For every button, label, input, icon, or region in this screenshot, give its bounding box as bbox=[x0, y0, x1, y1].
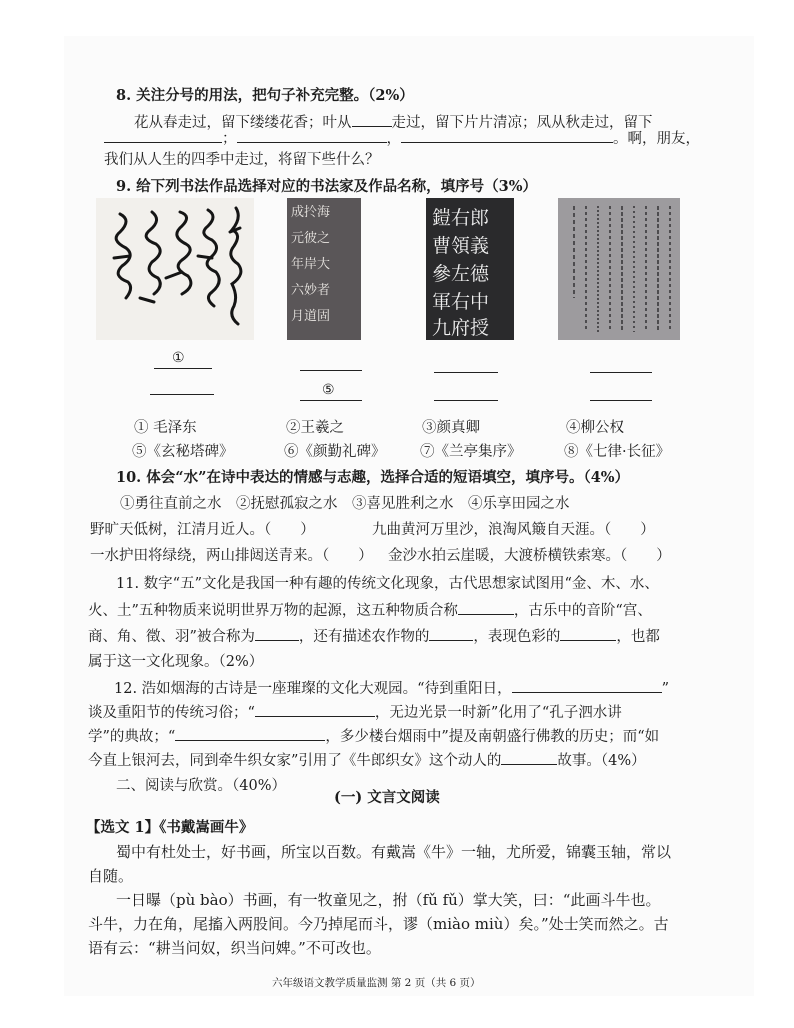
q8-blank-3[interactable] bbox=[237, 128, 387, 143]
passage-heading: 【选文 1】《书戴嵩画牛》 bbox=[86, 819, 254, 836]
q12-line4-b: 故事。（4%） bbox=[557, 753, 646, 769]
passage-p1-b: 自随。 bbox=[88, 867, 134, 885]
q11-line-4: 属于这一文化现象。（2%） bbox=[88, 654, 264, 670]
q9-answer-line-1b[interactable] bbox=[150, 394, 214, 395]
q12-line4-a: 今直上银河去，同到牵牛织女家”引用了《牛郎织女》这个动人的 bbox=[88, 753, 502, 769]
passage-p2-b: 斗牛，力在角，尾搐入两股间。今乃掉尾而斗，谬（miào miù）矣。”处士笑而然之。古 bbox=[88, 915, 669, 933]
svg-text:六妙者: 六妙者 bbox=[291, 283, 331, 298]
q11-line-2 bbox=[88, 600, 652, 621]
passage-p2-c: 语有云：“耕当问奴，织当问婢。”不可改也。 bbox=[88, 939, 381, 957]
q12-line2-a: 谈及重阳节的传统习俗；“ bbox=[88, 705, 255, 721]
q9-opt-5: ⑤《玄秘塔碑》 bbox=[132, 444, 234, 460]
q10-choices: ①勇往直前之水 ②抚慰孤寂之水 ③喜见胜利之水 ④乐享田园之水 bbox=[120, 496, 570, 512]
q12-blank-2[interactable] bbox=[255, 702, 375, 717]
q9-answer-line-2a[interactable] bbox=[300, 370, 362, 371]
q8-comma: ， bbox=[386, 131, 401, 147]
q8-line1-b: 走过，留下片片清凉；凤从秋走过，留下 bbox=[391, 115, 653, 131]
q12-line-2 bbox=[88, 702, 622, 723]
q10-title: 10. 体会“水”在诗中表达的情感与志趣，选择合适的短语填空，填序号。（4%） bbox=[116, 469, 630, 486]
calligraphy-image-3 bbox=[426, 198, 514, 340]
q11-blank-1[interactable] bbox=[458, 600, 514, 615]
q12-line1-a: 12. 浩如烟海的古诗是一座璀璨的文化大观园。“待到重阳日， bbox=[114, 681, 512, 697]
calligraphy-image-2 bbox=[287, 198, 361, 340]
q11-blank-3[interactable] bbox=[429, 626, 473, 641]
q8-line3: 我们从人生的四季中走过，将留下些什么？ bbox=[104, 152, 380, 168]
q11-line3-c: ，表现色彩的 bbox=[473, 629, 561, 645]
small-script-icon bbox=[558, 198, 680, 340]
q9-opt-1: ① 毛泽东 bbox=[134, 420, 197, 436]
q10-sentence-2: 九曲黄河万里沙，浪淘风簸自天涯。（ ） bbox=[372, 522, 655, 538]
svg-text:成扵海: 成扵海 bbox=[291, 205, 331, 220]
q11-line2-b: ，古乐中的音阶“宫、 bbox=[513, 603, 652, 619]
q10-sentence-1: 野旷天低树，江清月近人。（ ） bbox=[90, 522, 315, 538]
q8-title: 8. 关注分号的用法，把句子补充完整。（2%） bbox=[116, 87, 414, 104]
section-2-title: 二、阅读与欣赏。（40%） bbox=[116, 778, 286, 794]
q12-line2-b: ，无边光景一时新”化用了“孔子泗水讲 bbox=[374, 705, 622, 721]
q9-opt-4: ④柳公权 bbox=[566, 420, 624, 436]
q11-line-3 bbox=[88, 626, 660, 647]
q8-blank-1[interactable] bbox=[352, 112, 392, 127]
q8-blank-4[interactable] bbox=[401, 128, 613, 143]
q12-blank-3[interactable] bbox=[175, 726, 325, 741]
calligraphy-image-4 bbox=[558, 198, 680, 340]
q9-answer-line-4b[interactable] bbox=[590, 400, 652, 401]
q12-line-4 bbox=[88, 750, 646, 771]
stele-rubbing-icon-2 bbox=[426, 198, 514, 340]
q9-answer-line-3a[interactable] bbox=[434, 372, 498, 373]
q12-line-1 bbox=[114, 678, 669, 699]
svg-text:月道固: 月道固 bbox=[291, 309, 331, 324]
q11-line3-d: ，也都 bbox=[616, 629, 660, 645]
q11-line3-a: 商、角、徵、羽”被合称为 bbox=[88, 629, 255, 645]
q11-line-1: 11. 数字“五”文化是我国一种有趣的传统文化现象，古代思想家试图用“金、木、水、 bbox=[116, 576, 659, 592]
q9-answer-line-2b[interactable] bbox=[300, 400, 362, 401]
section-2-subtitle: (一) 文言文阅读 bbox=[334, 789, 440, 806]
svg-text:年岸大: 年岸大 bbox=[291, 257, 331, 272]
q10-sentence-3: 一水护田将绿绕，两山排闼送青来。（ ） bbox=[90, 548, 373, 564]
q8-semicolon: ； bbox=[222, 131, 237, 147]
q9-opt-8: ⑧《七律·长征》 bbox=[564, 444, 671, 460]
q9-opt-2: ②王羲之 bbox=[286, 420, 344, 436]
q11-blank-2[interactable] bbox=[255, 626, 299, 641]
q11-line2-a: 火、土”五种物质来说明世界万物的起源，这五种物质合称 bbox=[88, 603, 458, 619]
q11-line3-b: ，还有描述农作物的 bbox=[298, 629, 430, 645]
calligraphy-image-1 bbox=[96, 198, 254, 340]
q9-answer-line-1a[interactable] bbox=[154, 368, 212, 369]
q8-line1-a: 花从春走过，留下缕缕花香；叶从 bbox=[134, 115, 352, 131]
q11-blank-4[interactable] bbox=[560, 626, 616, 641]
svg-text:九府授: 九府授 bbox=[432, 317, 490, 339]
q9-fill-1: ① bbox=[172, 350, 185, 366]
passage-p2-a: 一日曝（pù bào）书画，有一牧童见之，拊（fǔ fǔ）掌大笑，曰：“此画斗牛也。 bbox=[116, 891, 661, 909]
q12-line-3 bbox=[88, 726, 659, 747]
q12-line3-b: ，多少楼台烟雨中”提及南朝盛行佛教的历史；而“如 bbox=[325, 729, 660, 745]
q12-blank-1[interactable] bbox=[512, 678, 662, 693]
q9-opt-3: ③颜真卿 bbox=[422, 420, 480, 436]
q12-blank-4[interactable] bbox=[501, 750, 557, 765]
q9-answer-line-3b[interactable] bbox=[434, 400, 498, 401]
q9-fill-5: ⑤ bbox=[322, 382, 335, 398]
cursive-calligraphy-icon bbox=[96, 198, 254, 340]
stele-rubbing-icon bbox=[287, 198, 361, 340]
svg-text:參左德: 參左德 bbox=[432, 263, 490, 285]
q9-title: 9. 给下列书法作品选择对应的书法家及作品名称，填序号（3%） bbox=[116, 178, 538, 195]
svg-text:軍右中: 軍右中 bbox=[432, 291, 490, 313]
q8-blank-2[interactable] bbox=[104, 128, 222, 143]
q9-opt-7: ⑦《兰亭集序》 bbox=[420, 444, 522, 460]
q9-opt-6: ⑥《颜勤礼碑》 bbox=[284, 444, 386, 460]
q8-line2-end: 。啊，朋友， bbox=[613, 131, 700, 147]
svg-text:鎧右郎: 鎧右郎 bbox=[432, 207, 490, 229]
q8-line2 bbox=[104, 128, 700, 149]
svg-text:元彼之: 元彼之 bbox=[291, 231, 331, 246]
page-footer: 六年级语文教学质量监测 第 2 页（共 6 页） bbox=[272, 977, 481, 989]
q12-line1-b: ” bbox=[661, 681, 670, 697]
q10-sentence-4: 金沙水拍云崖暖，大渡桥横铁索寒。（ ） bbox=[388, 548, 671, 564]
q9-answer-line-4a[interactable] bbox=[590, 372, 652, 373]
q12-line3-a: 学”的典故；“ bbox=[88, 729, 176, 745]
svg-text:曹領義: 曹領義 bbox=[432, 235, 490, 257]
passage-p1-a: 蜀中有杜处士，好书画，所宝以百数。有戴嵩《牛》一轴，尤所爱，锦囊玉轴，常以 bbox=[116, 843, 672, 861]
